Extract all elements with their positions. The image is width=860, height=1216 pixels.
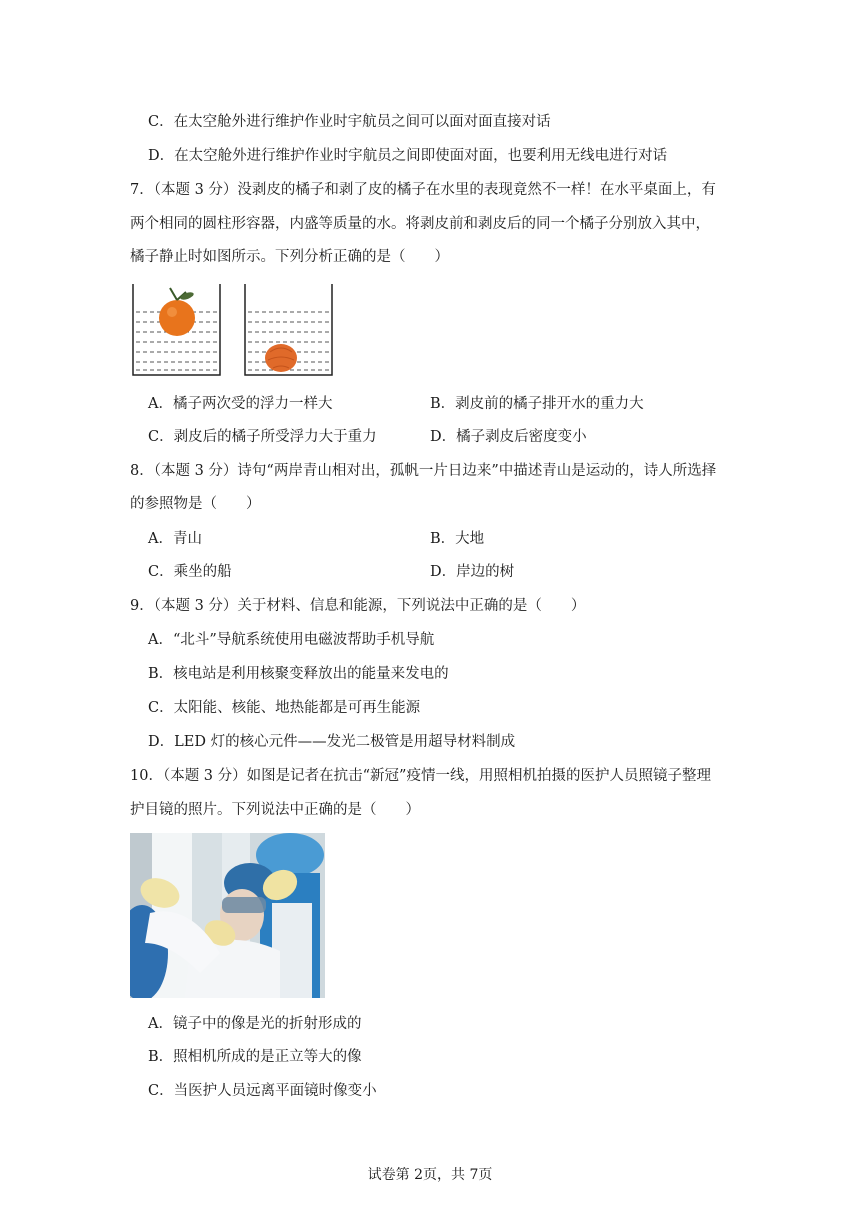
q7-option-d: D．橘子剥皮后密度变小 [430,429,587,445]
q8-stem-line2: 的参照物是（ ） [130,496,261,512]
q10-stem-line1: 10．（本题 3 分）如图是记者在抗击“新冠”疫情一线，用照相机拍摄的医护人员照镜子整理 [130,768,711,784]
q9-option-c: C．太阳能、核能、地热能都是可再生能源 [148,700,421,716]
container-left [133,284,220,375]
q9-stem: 9．（本题 3 分）关于材料、信息和能源，下列说法中正确的是（ ） [130,598,586,614]
q7-option-a: A．橘子两次受的浮力一样大 [148,396,333,412]
q7-option-b: B．剥皮前的橘子排开水的重力大 [430,396,644,412]
q7-orange-figure [130,282,336,378]
q6-option-d: D．在太空舱外进行维护作业时宇航员之间即使面对面，也要利用无线电进行对话 [148,148,668,164]
container-right [245,284,332,375]
q7-stem-line2: 两个相同的圆柱形容器，内盛等质量的水。将剥皮前和剥皮后的同一个橘子分别放入其中， [130,216,710,232]
q10-stem-line2: 护目镜的照片。下列说法中正确的是（ ） [130,802,420,818]
q8-option-d: D．岸边的树 [430,564,515,580]
q7-option-c: C．剥皮后的橘子所受浮力大于重力 [148,429,377,445]
q8-option-a: A．青山 [148,531,202,547]
q8-option-c: C．乘坐的船 [148,564,232,580]
q9-option-b: B．核电站是利用核聚变释放出的能量来发电的 [148,666,449,682]
q7-stem-line1: 7．（本题 3 分）没剥皮的橘子和剥了皮的橘子在水里的表现竟然不一样！在水平桌面上，有 [130,182,716,198]
unpeeled-orange [159,300,195,336]
q10-option-a: A．镜子中的像是光的折射形成的 [148,1016,362,1032]
q9-option-d: D．LED 灯的核心元件——发光二极管是用超导材料制成 [148,734,516,750]
q9-option-a: A．“北斗”导航系统使用电磁波帮助手机导航 [148,632,435,648]
q10-option-c: C．当医护人员远离平面镜时像变小 [148,1083,377,1099]
q10-medical-staff-photo [130,833,325,998]
page-footer: 试卷第 2页，共 7页 [367,1167,493,1183]
q10-option-b: B．照相机所成的是正立等大的像 [148,1049,362,1065]
q8-stem-line1: 8．（本题 3 分）诗句“两岸青山相对出，孤帆一片日边来”中描述青山是运动的，诗人所选择 [130,463,717,479]
q8-option-b: B．大地 [430,531,485,547]
q6-option-c: C．在太空舱外进行维护作业时宇航员之间可以面对面直接对话 [148,114,551,130]
q7-stem-line3: 橘子静止时如图所示。下列分析正确的是（ ） [130,249,449,265]
